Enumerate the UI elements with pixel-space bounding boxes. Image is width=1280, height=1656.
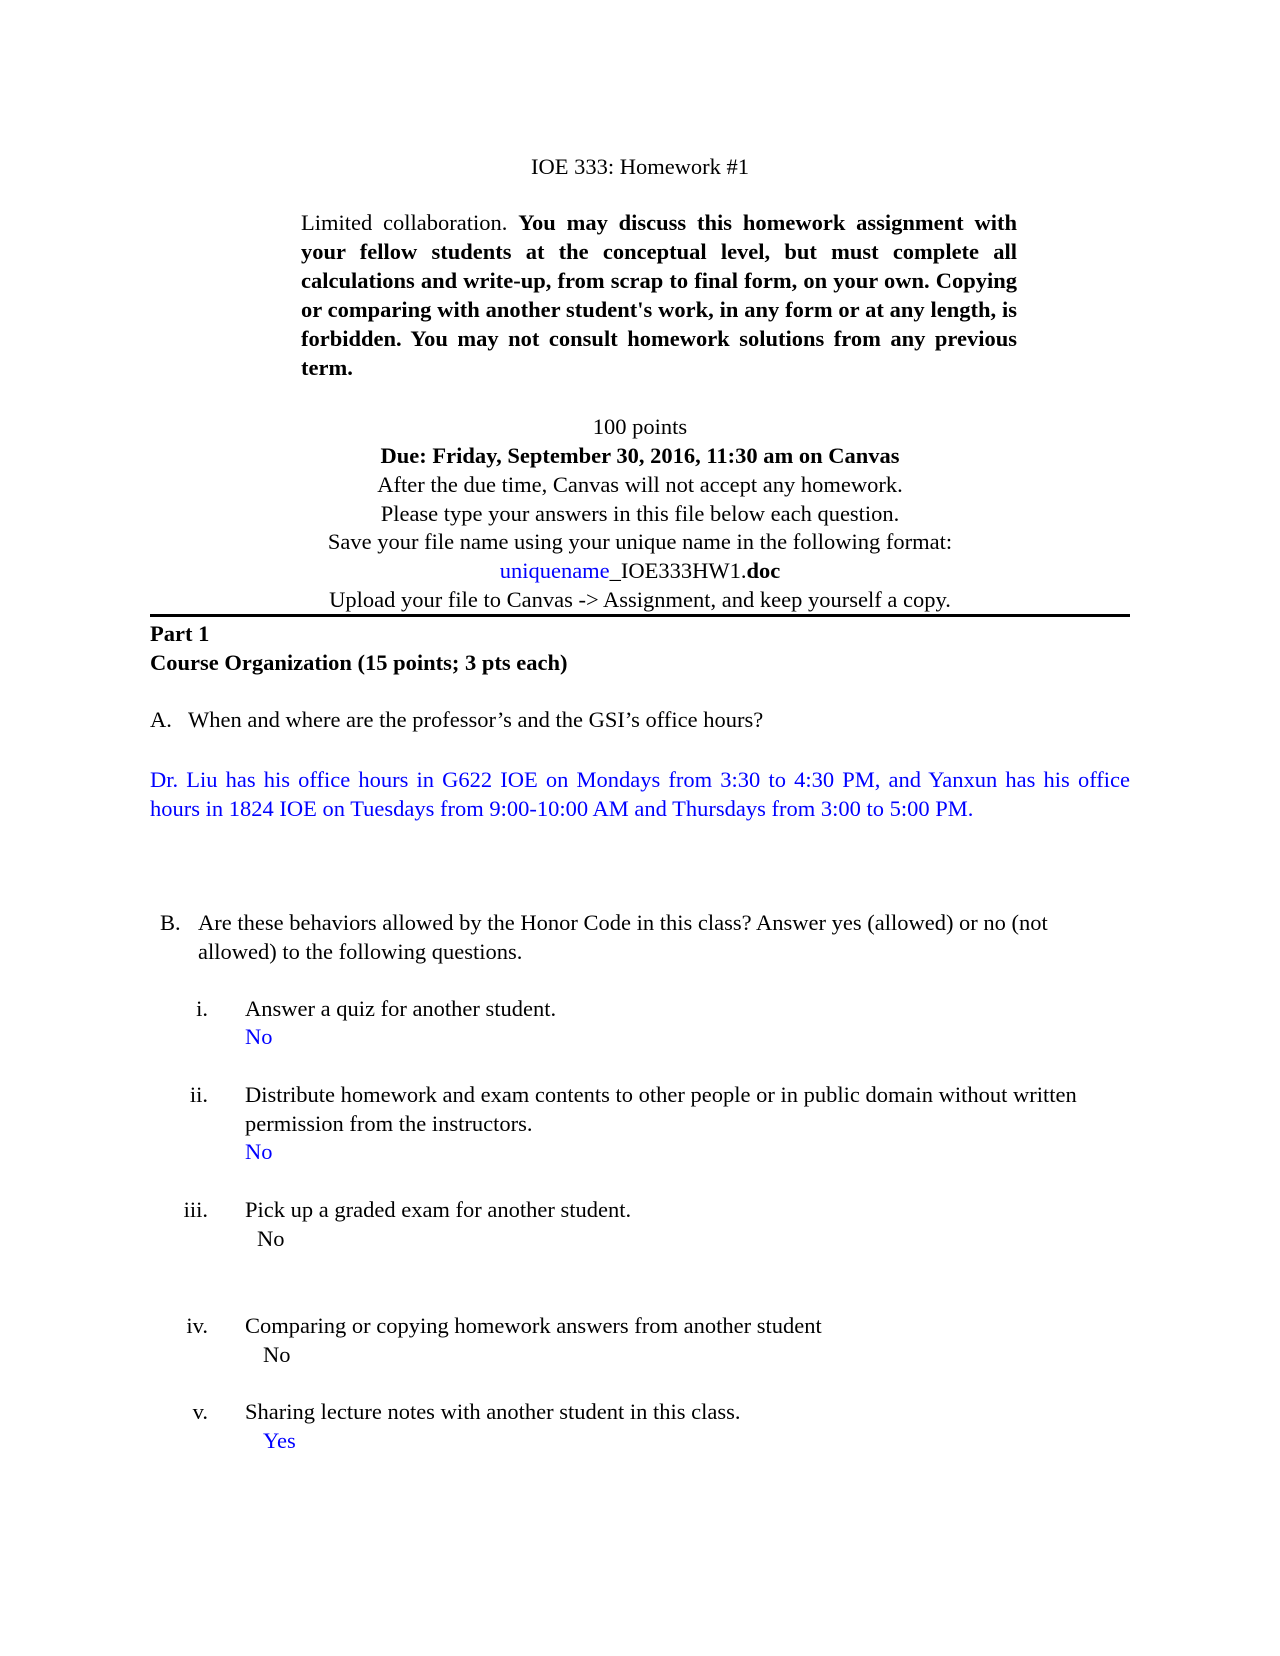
question-a-text: When and where are the professor’s and the GSI’s office hours? xyxy=(188,707,764,732)
item-answer: No xyxy=(245,1139,273,1164)
question-b-text: Are these behaviors allowed by the Honor Code in this class? Answer yes (allowed) or no (not allowed) to the following questions. xyxy=(198,910,1048,964)
collaboration-lead: Limited collaboration. xyxy=(301,210,508,235)
filename-unique: uniquename xyxy=(499,558,610,583)
part-label: Part 1 xyxy=(150,621,210,646)
after-due-note: After the due time, Canvas will not accept any homework. xyxy=(377,472,903,497)
collaboration-policy xyxy=(301,208,1017,382)
question-a-label: A. xyxy=(150,707,172,732)
item-numeral: iii. xyxy=(183,1197,208,1222)
upload-note: Upload your file to Canvas -> Assignment, and keep yourself a copy. xyxy=(329,587,951,612)
question-a-answer: Dr. Liu has his office hours in G622 IOE on Mondays from 3:30 to 4:30 PM, and Yanxun has his office hours in 1824 IOE on Tuesdays from 9:00-10:00 AM and Thursdays from 3:00 to 5:00 PM. xyxy=(150,767,1130,821)
type-answers-note: Please type your answers in this file below each question. xyxy=(380,501,900,526)
due-date: Due: Friday, September 30, 2016, 11:30 am on Canvas xyxy=(380,443,900,468)
item-numeral: iv. xyxy=(186,1313,208,1338)
item-question: Answer a quiz for another student. xyxy=(245,996,557,1021)
item-numeral: ii. xyxy=(189,1082,208,1107)
item-answer: No xyxy=(263,1342,291,1367)
section-heading: Course Organization (15 points; 3 pts each) xyxy=(150,650,568,675)
points-total: 100 points xyxy=(592,414,688,439)
collaboration-rules: You may discuss this homework assignment with your fellow students at the conceptual level, but must complete all calculations and write-up, from scrap to final form, on your own. Copying or comparing with another student's work, in any form or at any length, is forbidden. You may not consult homework solutions from any previous term. xyxy=(301,210,1017,380)
filename-mid: _IOE333HW1. xyxy=(609,558,747,583)
item-numeral: v. xyxy=(192,1399,208,1424)
question-b-label: B. xyxy=(160,910,181,935)
section-divider xyxy=(150,614,1130,617)
filename-format xyxy=(0,556,1280,585)
save-filename-note: Save your file name using your unique name in the following format: xyxy=(327,529,953,554)
item-numeral: i. xyxy=(196,996,208,1021)
item-question: Pick up a graded exam for another student. xyxy=(245,1197,632,1222)
filename-ext: doc xyxy=(746,558,781,583)
item-answer: No xyxy=(245,1024,273,1049)
item-answer: Yes xyxy=(263,1428,296,1453)
item-question: Sharing lecture notes with another student in this class. xyxy=(245,1399,741,1424)
document-title: IOE 333: Homework #1 xyxy=(530,154,750,179)
item-answer: No xyxy=(257,1226,285,1251)
item-question: Distribute homework and exam contents to other people or in public domain without written permission from the instructors. xyxy=(245,1082,1077,1136)
question-b xyxy=(160,908,1130,966)
item-question: Comparing or copying homework answers from another student xyxy=(245,1313,822,1338)
